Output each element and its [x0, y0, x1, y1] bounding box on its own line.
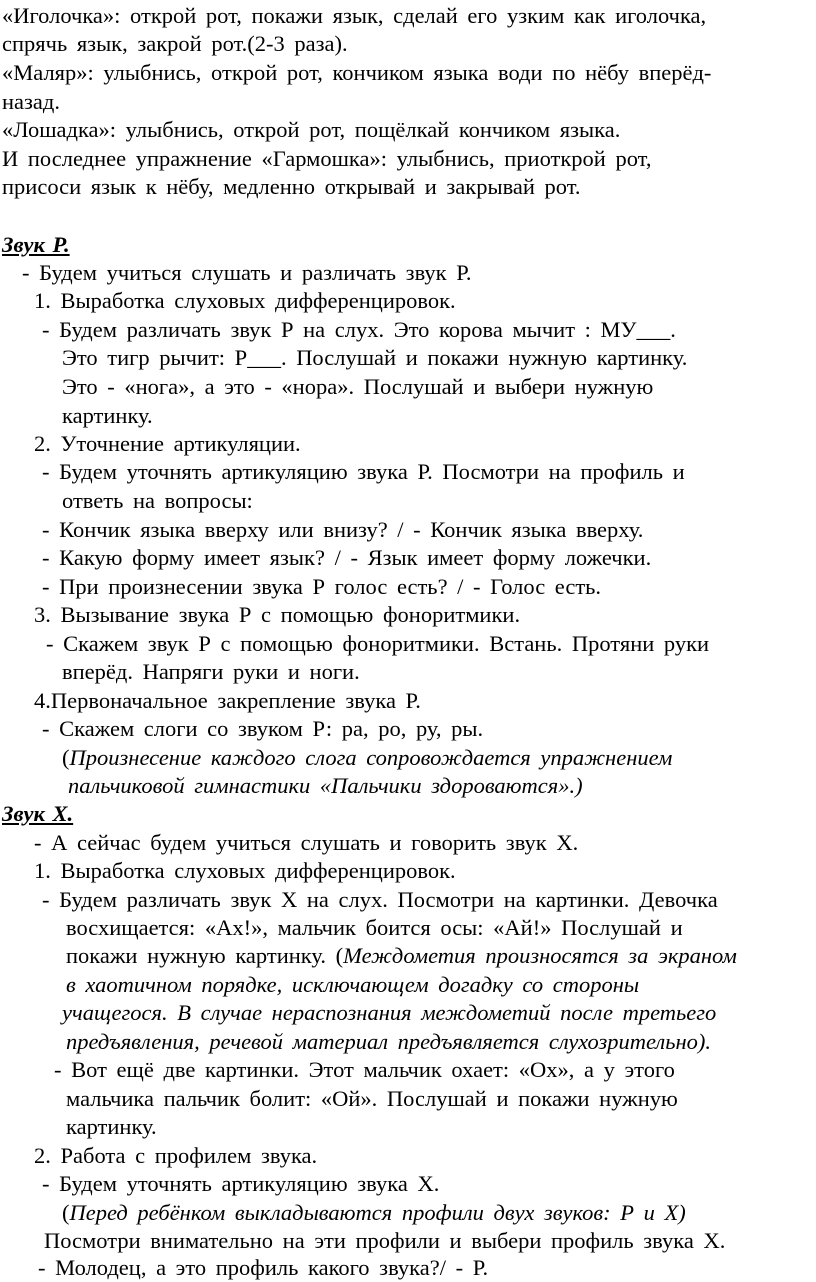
- list-item: 4.Первоначальное закрепление звука Р.: [34, 688, 421, 713]
- italic-note: предъявления, речевой материал предъявляется слухозрительно).: [66, 1029, 711, 1054]
- text-line: - Будем уточнять артикуляцию звука Р. Посмотри на профиль и: [42, 459, 685, 484]
- list-item: 2. Работа с профилем звука.: [34, 1143, 318, 1168]
- text-line: «Иголочка»: открой рот, покажи язык, сделай его узким как иголочка,: [2, 3, 707, 28]
- list-item: 2. Уточнение артикуляции.: [34, 431, 301, 456]
- text-line: [66, 942, 737, 970]
- text-line: мальчика пальчик болит: «Ой». Послушай и покажи нужную: [66, 1086, 678, 1111]
- text-line: - Молодец, а это профиль какого звука?/ - Р.: [38, 1255, 489, 1280]
- text-line: - Будем различать звук Х на слух. Посмотри на картинки. Девочка: [42, 887, 718, 912]
- italic-note: Междометия произносятся за экраном: [343, 943, 737, 968]
- text-line: И последнее упражнение «Гармошка»: улыбнись, приоткрой рот,: [2, 146, 652, 171]
- text-line: - Кончик языка вверху или внизу? / - Кончик языка вверху.: [42, 517, 644, 542]
- text-line: - Будем уточнять артикуляцию звука Х.: [42, 1171, 440, 1196]
- text-line: - Будем учиться слушать и различать звук Р.: [22, 260, 472, 285]
- text-line: спрячь язык, закрой рот.(2-3 раза).: [2, 31, 348, 56]
- text-line: восхищается: «Ах!», мальчик боится осы: «Ай!» Послушай и: [66, 915, 683, 940]
- italic-note: учащегося. В случае нераспознания междометий после третьего: [62, 1000, 717, 1025]
- text-segment: покажи нужную картинку. (: [66, 943, 344, 968]
- text-line: присоси язык к нёбу, медленно открывай и закрывай рот.: [2, 174, 581, 199]
- text-line: - При произнесении звука Р голос есть? / - Голос есть.: [42, 574, 602, 599]
- italic-note: в хаотичном порядке, исключающем догадку со стороны: [66, 972, 640, 997]
- text-line: ответь на вопросы:: [62, 488, 253, 513]
- text-line: «Маляр»: улыбнись, открой рот, кончиком языка води по нёбу вперёд-: [2, 60, 712, 85]
- section-heading: Звук Х.: [2, 801, 74, 826]
- text-line: [62, 1199, 686, 1227]
- text-line: - Скажем звук Р с помощью фоноритмики. Встань. Протяни руки: [46, 631, 710, 656]
- text-line: картинку.: [66, 1114, 157, 1139]
- text-line: вперёд. Напряги руки и ноги.: [62, 659, 360, 684]
- text-line: - А сейчас будем учиться слушать и говорить звук Х.: [34, 830, 579, 855]
- paren-open: (: [62, 745, 70, 770]
- text-line: «Лошадка»: улыбнись, открой рот, пощёлкай кончиком языка.: [2, 117, 621, 142]
- text-line: - Вот ещё две картинки. Этот мальчик охает: «Ох», а у этого: [54, 1057, 675, 1082]
- text-line: Это тигр рычит: Р___. Послушай и покажи нужную картинку.: [62, 345, 688, 370]
- text-line: - Скажем слоги со звуком Р: ра, ро, ру, ры.: [42, 716, 484, 741]
- list-item: 1. Выработка слуховых дифференцировок.: [34, 858, 456, 883]
- text-line: Посмотри внимательно на эти профили и выбери профиль звука Х.: [44, 1228, 726, 1253]
- text-line: - Будем различать звук Р на слух. Это корова мычит : МУ___.: [42, 317, 676, 342]
- italic-note: пальчиковой гимнастики «Пальчики здороваются».): [68, 773, 583, 798]
- section-heading: Звук Р.: [2, 232, 70, 257]
- italic-note: Произнесение каждого слога сопровождается упражнением: [69, 745, 673, 770]
- list-item: 1. Выработка слуховых дифференцировок.: [34, 288, 456, 313]
- list-item: 3. Вызывание звука Р с помощью фоноритмики.: [34, 602, 521, 627]
- text-line: [62, 744, 672, 772]
- italic-note: Перед ребёнком выкладываются профили двух звуков: Р и Х): [69, 1200, 686, 1225]
- text-line: назад.: [2, 89, 60, 114]
- text-line: Это - «нога», а это - «нора». Послушай и выбери нужную: [62, 374, 654, 399]
- paren-open: (: [62, 1200, 70, 1225]
- text-line: картинку.: [62, 403, 153, 428]
- text-line: - Какую форму имеет язык? / - Язык имеет форму ложечки.: [42, 545, 652, 570]
